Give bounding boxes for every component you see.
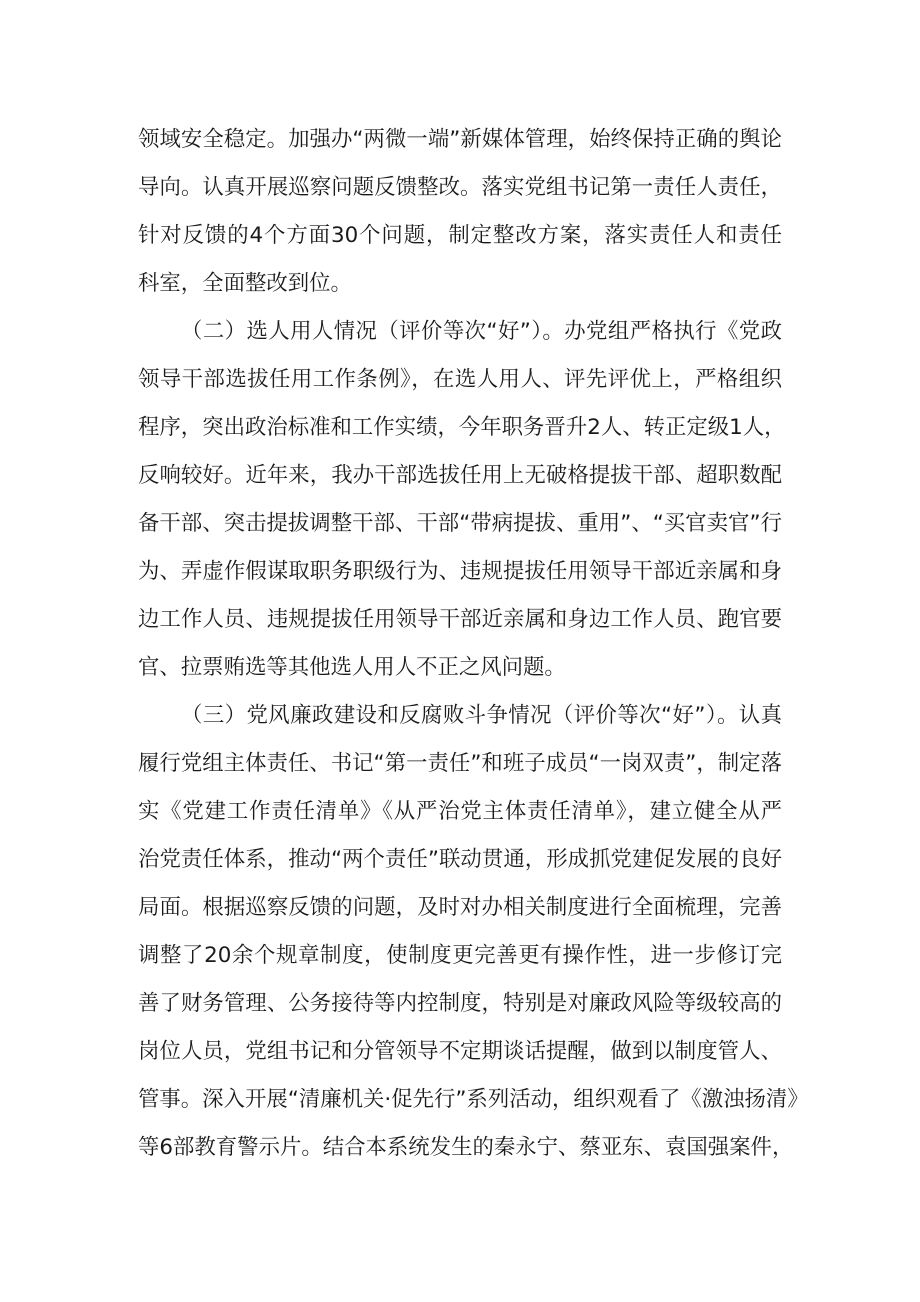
text-line: 善了财务管理、公务接待等内控制度，特别是对廉政风险等级较高的 [138, 991, 782, 1016]
paragraph-2 [138, 308, 786, 692]
text-line: （三）党风廉政建设和反腐败斗争情况（评价等次“好”）。认真 [181, 703, 782, 728]
text-line: 调整了20余个规章制度，使制度更完善更有操作性，进一步修订完 [138, 943, 782, 968]
text-line: 针对反馈的4个方面30个问题，制定整改方案，落实责任人和责任 [138, 223, 782, 248]
text-line: 履行党组主体责任、书记“第一责任”和班子成员“一岗双责”，制定落 [138, 751, 782, 776]
text-line: 管事。深入开展“清廉机关·促先行”系列活动，组织观看了《激浊扬清》 [138, 1087, 809, 1112]
text-line: 等6部教育警示片。结合本系统发生的秦永宁、蔡亚东、袁国强案件， [138, 1135, 794, 1160]
text-line: 程序，突出政治标准和工作实绩，今年职务晋升2人、转正定级1人， [138, 415, 786, 440]
text-line: 领域安全稳定。加强办“两微一端”新媒体管理，始终保持正确的舆论 [138, 127, 782, 152]
text-line: 局面。根据巡察反馈的问题，及时对办相关制度进行全面梳理，完善 [138, 895, 782, 920]
text-line: 官、拉票贿选等其他选人用人不正之风问题。 [138, 655, 566, 680]
document-body [138, 116, 809, 1172]
text-line: 导向。认真开展巡察问题反馈整改。落实党组书记第一责任人责任， [138, 175, 782, 200]
text-line: 实《党建工作责任清单》《从严治党主体责任清单》，建立健全从严 [138, 799, 782, 824]
text-line: 为、弄虚作假谋取职务职级行为、违规提拔任用领导干部近亲属和身 [138, 559, 782, 584]
text-line: 备干部、突击提拔调整干部、干部“带病提拔、重用”、“买官卖官”行 [138, 511, 782, 536]
text-line: 治党责任体系，推动“两个责任”联动贯通，形成抓党建促发展的良好 [138, 847, 782, 872]
paragraph-1 [138, 116, 782, 308]
text-line: （二）选人用人情况（评价等次“好”）。办党组严格执行《党政 [181, 319, 782, 344]
paragraph-3 [138, 692, 809, 1172]
text-line: 边工作人员、违规提拔任用领导干部近亲属和身边工作人员、跑官要 [138, 607, 782, 632]
text-line: 反响较好。近年来，我办干部选拔任用上无破格提拔干部、超职数配 [138, 463, 782, 488]
text-line: 领导干部选拔任用工作条例》，在选人用人、评先评优上，严格组织 [138, 367, 782, 392]
text-line: 岗位人员，党组书记和分管领导不定期谈话提醒，做到以制度管人、 [138, 1039, 782, 1064]
text-line: 科室，全面整改到位。 [138, 271, 352, 296]
